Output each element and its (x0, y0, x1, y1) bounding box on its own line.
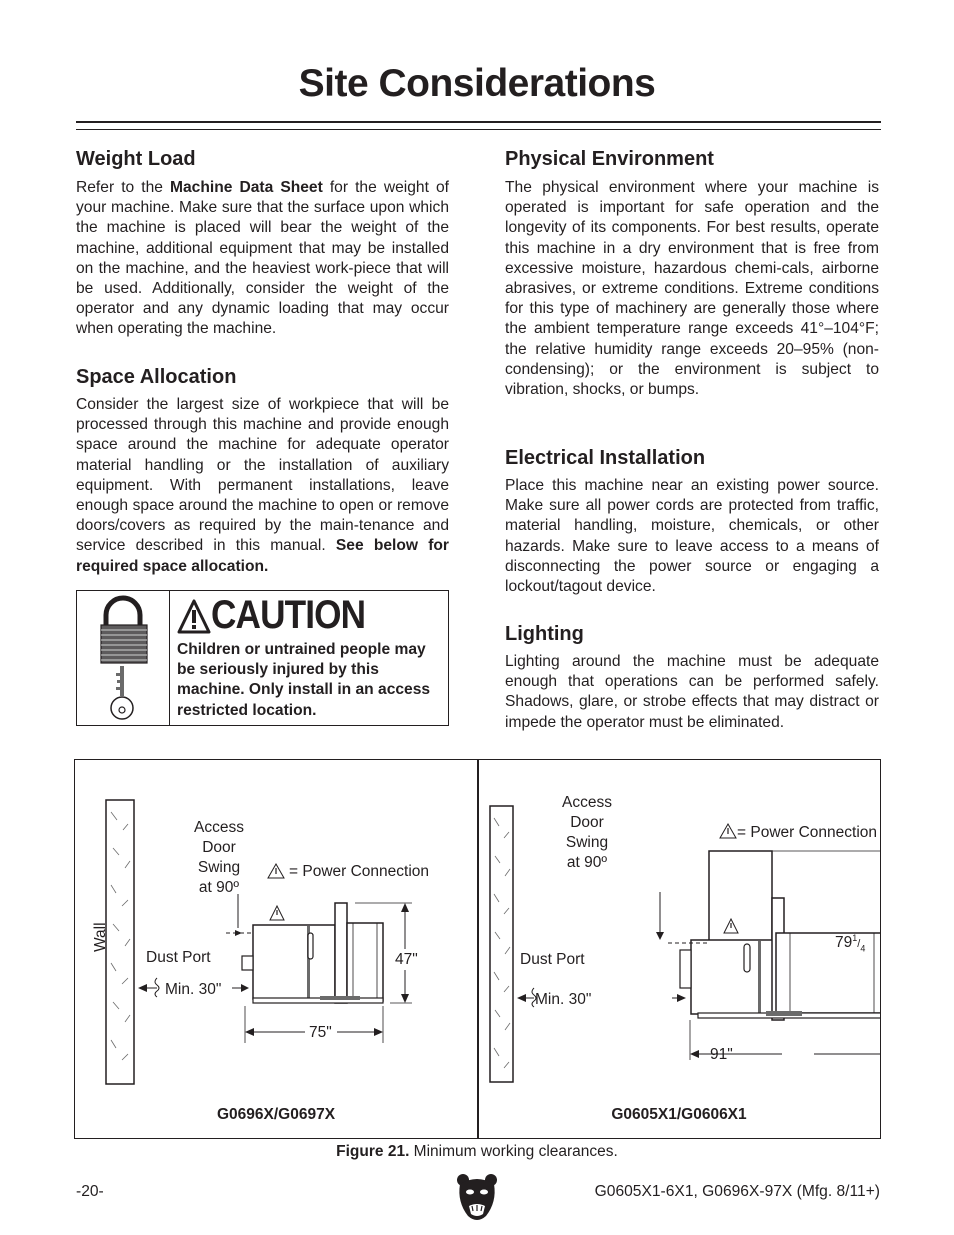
caution-label: CAUTION (211, 593, 366, 637)
access-door-label-right: Access Door Swing at 90º (562, 794, 612, 871)
space-allocation-text: Consider the largest size of workpiece that will be processed through this machine and provide enough space around the machine for adequate operator material handling or the installation of auxiliary equipment. With permanent installations, leave enough space around the machine to open or remove doors/covers as required by the main-tenance and service described in this manual. See below for required space allocation. (76, 396, 449, 575)
lighting-heading: Lighting (505, 623, 584, 645)
min-clearance-right: Min. 30" (535, 991, 592, 1008)
figure-caption: Figure 21. Minimum working clearances. (336, 1143, 618, 1160)
power-legend-right: = Power Connection (737, 824, 878, 841)
width-dimension-left: 75" (309, 1024, 332, 1041)
power-legend-left: = Power Connection (289, 863, 430, 880)
width-dimension-right: 91" (710, 1046, 733, 1063)
title-rule-bottom (76, 129, 881, 130)
weight-load-text: Refer to the Machine Data Sheet for the weight of your machine. Make sure that the surface upon which the machine is placed will bear the weight of the machine, additional equipment that may be installed on the machine, and the heaviest work-piece that will be used. Additionally, consider the weight of the operator and any dynamic loading that may occur when operating the machine. (76, 179, 449, 338)
height-dimension-right: $79^1/_4$ (835, 933, 866, 954)
figure-21 (74, 759, 881, 1139)
page-title: Site Considerations (298, 62, 656, 105)
caution-box (76, 590, 449, 726)
physical-environment-text: The physical environment where your machine is operated is important for safe operation and the longevity of its components. For best results, operate this machine in a dry environment that is free from excessive moisture, hazardous chemi-cals, airborne abrasives, or extreme conditions. Extreme conditions for this type of machinery are generally those where the ambient temperature range exceeds 41°–104°F; the relative humidity range exceeds 20–95% (non-condensing); or the environment is subject to vibration, shocks, or bumps. (505, 179, 879, 399)
electrical-installation-text: Place this machine near an existing power source. Make sure all power cords are protected from traffic, material handling, moisture, chemicals, or other hazards. Make sure to leave access to a means of disconnecting the power source or engaging a lockout/tagout device. (505, 477, 879, 596)
dust-port-label-left: Dust Port (146, 949, 211, 966)
electrical-installation-heading: Electrical Installation (505, 447, 706, 469)
wall-label: Wall (92, 922, 109, 952)
weight-load-heading: Weight Load (76, 148, 196, 170)
model-number: G0605X1-6X1, G0696X-97X (Mfg. 8/11+) (594, 1183, 880, 1200)
clearance-diagram-left (75, 760, 477, 1138)
min-clearance-left: Min. 30" (165, 981, 222, 998)
space-allocation-heading: Space Allocation (76, 366, 237, 388)
padlock-key-icon (77, 591, 170, 725)
physical-environment-heading: Physical Environment (505, 148, 714, 170)
height-dimension-left: 47" (395, 951, 418, 968)
warning-triangle-icon (177, 599, 211, 635)
figure-caption-right: G0605X1/G0606X1 (611, 1106, 747, 1123)
grizzly-bear-logo (456, 1172, 498, 1224)
dust-port-label-right: Dust Port (520, 951, 585, 968)
page-number: -20- (76, 1183, 104, 1200)
figure-caption-left: G0696X/G0697X (216, 1106, 336, 1123)
caution-text: Children or untrained people may be seriously injured by this machine. Only install in an access restricted location. (177, 641, 431, 719)
lighting-text: Lighting around the machine must be adequate enough that operations can be performed safely. Shadows, glare, or strobe effects that may distract or impede the operator must be eliminated. (505, 653, 879, 731)
clearance-diagram-right (478, 760, 880, 1138)
access-door-label-left: Access Door Swing at 90º (194, 819, 244, 896)
title-rule-top (76, 121, 881, 123)
